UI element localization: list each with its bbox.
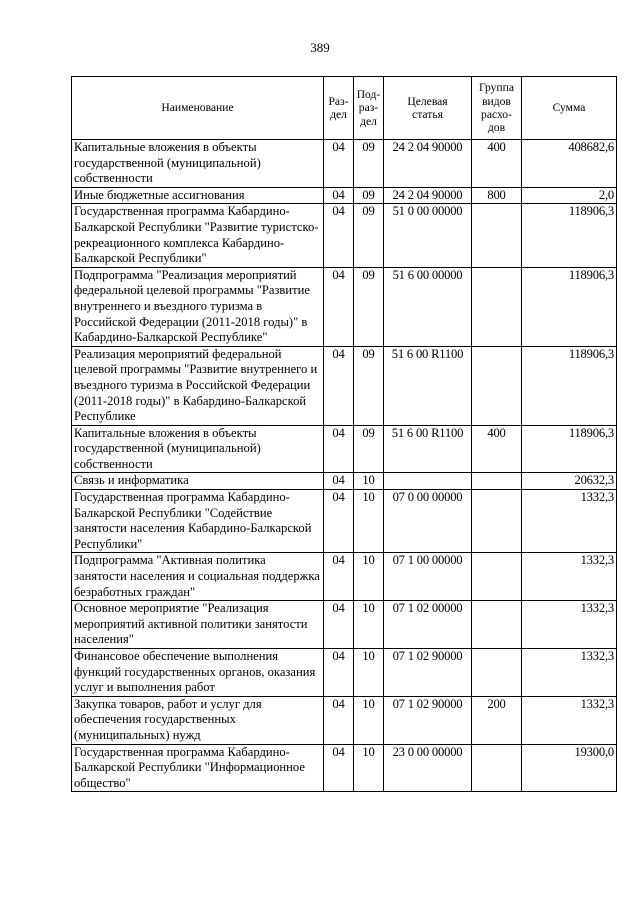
row-name: Закупка товаров, работ и услуг для обеспечения государственных (муниципальных) нужд xyxy=(72,696,324,744)
row-podrazdel: 10 xyxy=(354,490,384,553)
row-razdel: 04 xyxy=(324,696,354,744)
row-summa: 408682,6 xyxy=(522,140,617,188)
row-name: Государственная программа Кабардино-Балкарской Республики "Информационное общество" xyxy=(72,744,324,792)
row-razdel: 04 xyxy=(324,601,354,649)
row-podrazdel: 09 xyxy=(354,187,384,204)
table-row xyxy=(72,601,617,649)
row-summa: 1332,3 xyxy=(522,553,617,601)
row-podrazdel: 09 xyxy=(354,425,384,473)
row-statya: 07 1 02 90000 xyxy=(384,649,472,697)
row-vid xyxy=(472,490,522,553)
row-name: Подпрограмма "Реализация мероприятий федеральной целевой программы "Развитие внутреннего и въездного туризма в Российской Федерации (2011-2018 годы)" в Кабардино-Балкарской Республике" xyxy=(72,267,324,346)
row-name: Связь и информатика xyxy=(72,473,324,490)
row-name: Капитальные вложения в объекты государственной (муниципальной) собственности xyxy=(72,140,324,188)
header-vid: Группа видов расхо- дов xyxy=(472,77,522,140)
row-statya: 07 0 00 00000 xyxy=(384,490,472,553)
row-razdel: 04 xyxy=(324,490,354,553)
table-row xyxy=(72,425,617,473)
row-name: Подпрограмма "Активная политика занятости населения и социальная поддержка безработных граждан" xyxy=(72,553,324,601)
row-razdel: 04 xyxy=(324,649,354,697)
table-row xyxy=(72,267,617,346)
header-podrazdel: Под- раз- дел xyxy=(354,77,384,140)
row-podrazdel: 10 xyxy=(354,649,384,697)
row-statya: 07 1 00 00000 xyxy=(384,553,472,601)
row-statya: 24 2 04 90000 xyxy=(384,140,472,188)
row-statya: 23 0 00 00000 xyxy=(384,744,472,792)
row-podrazdel: 10 xyxy=(354,696,384,744)
row-razdel: 04 xyxy=(324,267,354,346)
table-row xyxy=(72,140,617,188)
row-summa: 118906,3 xyxy=(522,425,617,473)
row-summa: 1332,3 xyxy=(522,490,617,553)
row-summa: 118906,3 xyxy=(522,346,617,425)
row-name: Капитальные вложения в объекты государственной (муниципальной) собственности xyxy=(72,425,324,473)
row-vid: 800 xyxy=(472,187,522,204)
table-header xyxy=(72,77,617,140)
table-row xyxy=(72,744,617,792)
row-summa: 20632,3 xyxy=(522,473,617,490)
row-summa: 118906,3 xyxy=(522,204,617,267)
header-summa: Сумма xyxy=(522,77,617,140)
row-vid xyxy=(472,649,522,697)
row-summa: 19300,0 xyxy=(522,744,617,792)
row-name: Государственная программа Кабардино-Балкарской Республики "Содействие занятости населения Кабардино-Балкарской Республики" xyxy=(72,490,324,553)
row-podrazdel: 10 xyxy=(354,553,384,601)
row-razdel: 04 xyxy=(324,553,354,601)
table-row xyxy=(72,696,617,744)
header-razdel: Раз- дел xyxy=(324,77,354,140)
row-vid: 200 xyxy=(472,696,522,744)
row-statya xyxy=(384,473,472,490)
row-statya: 51 6 00 R1100 xyxy=(384,425,472,473)
row-name: Иные бюджетные ассигнования xyxy=(72,187,324,204)
table-row xyxy=(72,490,617,553)
row-podrazdel: 10 xyxy=(354,473,384,490)
budget-table xyxy=(71,76,617,792)
row-podrazdel: 09 xyxy=(354,140,384,188)
row-razdel: 04 xyxy=(324,346,354,425)
page-number: 389 xyxy=(310,40,330,55)
header-name: Наименование xyxy=(72,77,324,140)
table-row xyxy=(72,346,617,425)
row-podrazdel: 09 xyxy=(354,204,384,267)
row-razdel: 04 xyxy=(324,204,354,267)
row-razdel: 04 xyxy=(324,744,354,792)
row-statya: 24 2 04 90000 xyxy=(384,187,472,204)
row-vid xyxy=(472,553,522,601)
row-summa: 1332,3 xyxy=(522,601,617,649)
row-podrazdel: 09 xyxy=(354,267,384,346)
row-vid: 400 xyxy=(472,140,522,188)
row-summa: 1332,3 xyxy=(522,649,617,697)
row-razdel: 04 xyxy=(324,140,354,188)
row-vid xyxy=(472,346,522,425)
row-podrazdel: 10 xyxy=(354,744,384,792)
row-name: Реализация мероприятий федеральной целевой программы "Развитие внутреннего и въездного туризма в Российской Федерации (2011-2018 годы)" в Кабардино-Балкарской Республике xyxy=(72,346,324,425)
table-body xyxy=(72,140,617,792)
row-podrazdel: 09 xyxy=(354,346,384,425)
table-row xyxy=(72,553,617,601)
row-name: Финансовое обеспечение выполнения функций государственных органов, оказания услуг и выполнения работ xyxy=(72,649,324,697)
row-vid: 400 xyxy=(472,425,522,473)
header-statya: Целевая статья xyxy=(384,77,472,140)
row-name: Основное мероприятие "Реализация мероприятий активной политики занятости населения" xyxy=(72,601,324,649)
row-summa: 2,0 xyxy=(522,187,617,204)
row-vid xyxy=(472,267,522,346)
row-statya: 51 6 00 R1100 xyxy=(384,346,472,425)
row-statya: 51 6 00 00000 xyxy=(384,267,472,346)
table-row xyxy=(72,649,617,697)
row-razdel: 04 xyxy=(324,187,354,204)
row-statya: 51 0 00 00000 xyxy=(384,204,472,267)
row-razdel: 04 xyxy=(324,425,354,473)
table-row xyxy=(72,187,617,204)
row-podrazdel: 10 xyxy=(354,601,384,649)
row-vid xyxy=(472,744,522,792)
row-summa: 1332,3 xyxy=(522,696,617,744)
row-vid xyxy=(472,204,522,267)
row-statya: 07 1 02 00000 xyxy=(384,601,472,649)
row-vid xyxy=(472,601,522,649)
row-summa: 118906,3 xyxy=(522,267,617,346)
table-row xyxy=(72,204,617,267)
row-razdel: 04 xyxy=(324,473,354,490)
row-statya: 07 1 02 90000 xyxy=(384,696,472,744)
row-vid xyxy=(472,473,522,490)
table-row xyxy=(72,473,617,490)
row-name: Государственная программа Кабардино-Балкарской Республики "Развитие туристско-рекреационного комплекса Кабардино-Балкарской Республики" xyxy=(72,204,324,267)
